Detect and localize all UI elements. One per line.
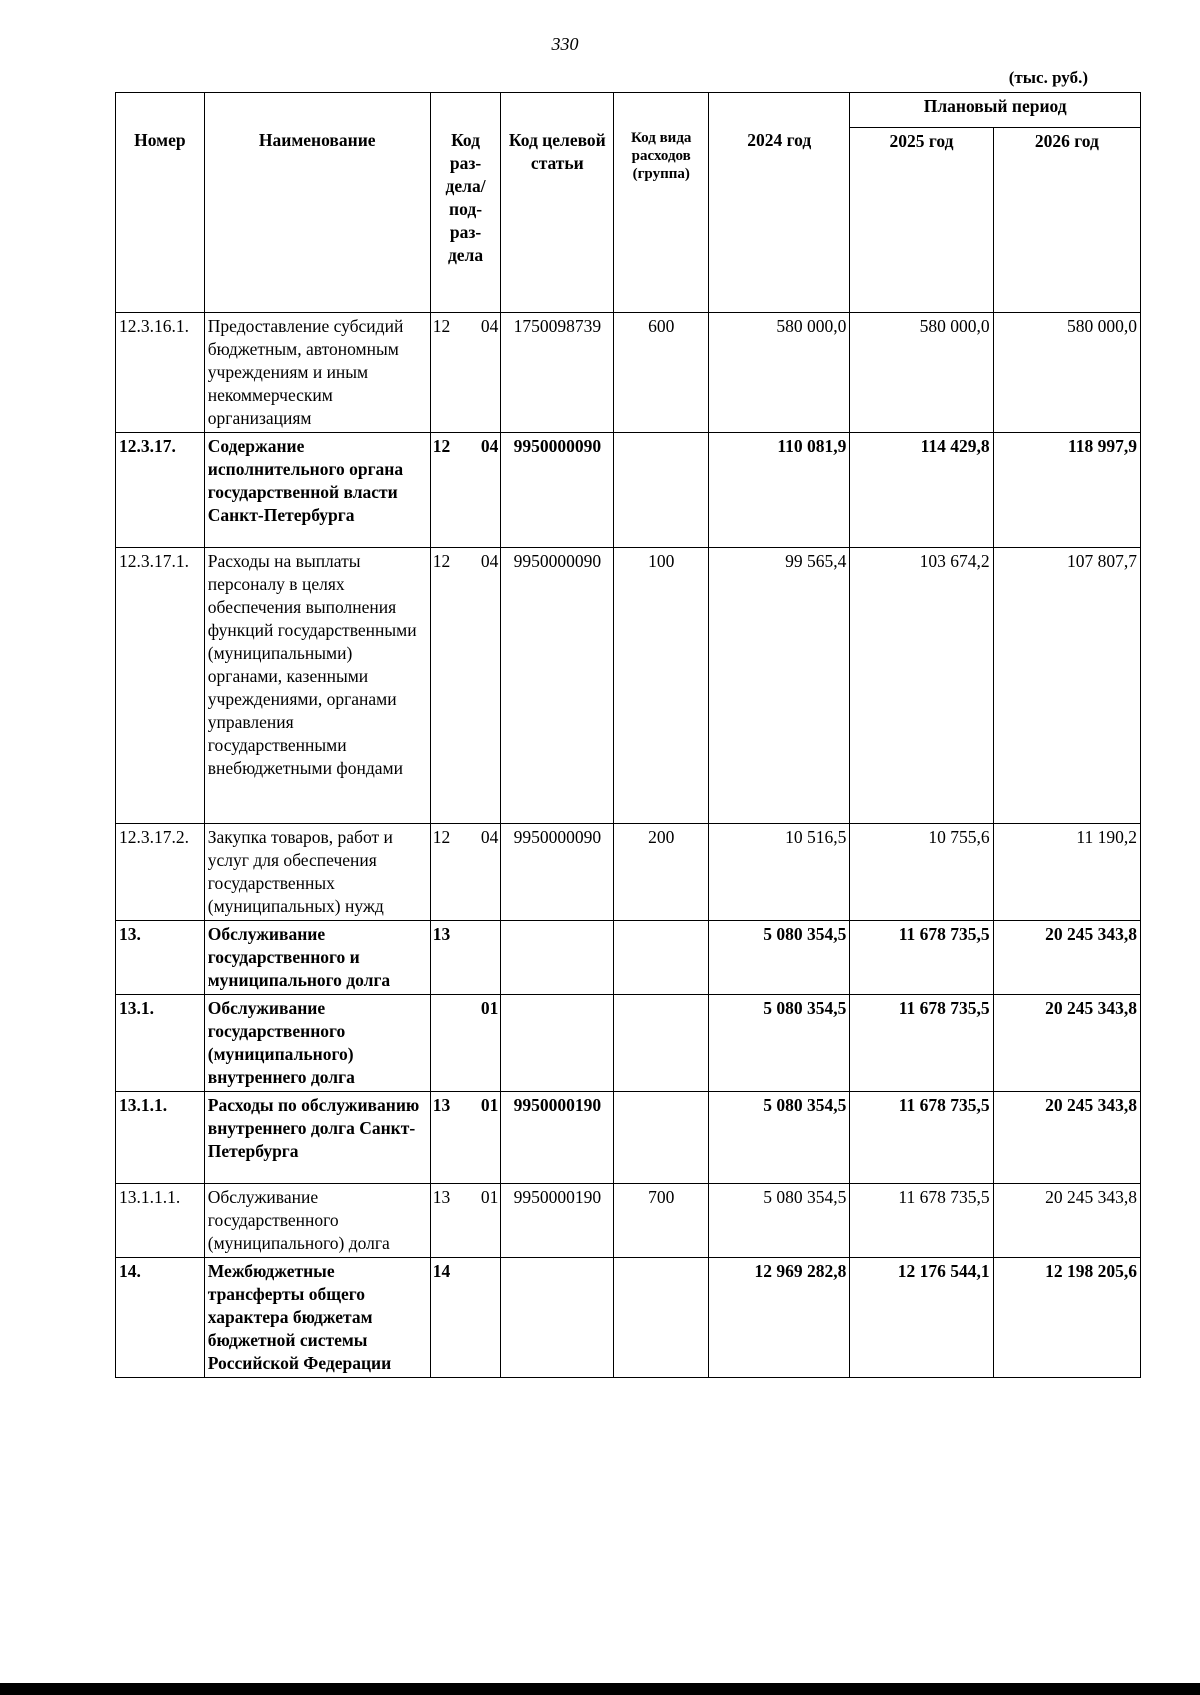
header-planned-period: Плановый период: [850, 93, 1141, 128]
row-section-code: [430, 921, 501, 995]
row-name: Расходы по обслуживанию внутреннего долга Санкт-Петербурга: [204, 1092, 430, 1184]
row-target-code: 9950000090: [501, 824, 614, 921]
row-subsection: 04: [480, 827, 499, 847]
row-value-2026: 20 245 343,8: [993, 995, 1140, 1092]
budget-table: [115, 92, 1141, 1378]
row-value-2026: 107 807,7: [993, 548, 1140, 824]
row-section-code: [430, 548, 501, 824]
header-year-2024: 2024 год: [709, 93, 850, 313]
row-expense-type: [614, 1092, 709, 1184]
row-target-code: [501, 995, 614, 1092]
table-row: [116, 824, 1141, 921]
header-expense-type: Код вида расходов (группа): [614, 93, 709, 313]
row-target-code: 1750098739: [501, 313, 614, 433]
row-value-2026: 20 245 343,8: [993, 1184, 1140, 1258]
row-value-2026: 118 997,9: [993, 433, 1140, 548]
row-number: 12.3.17.2.: [116, 824, 205, 921]
header-year-2026: 2026 год: [993, 128, 1140, 313]
row-value-2024: 5 080 354,5: [709, 1092, 850, 1184]
row-section-code: [430, 995, 501, 1092]
row-expense-type: [614, 995, 709, 1092]
row-value-2025: 11 678 735,5: [850, 921, 993, 995]
row-target-code: 9950000090: [501, 548, 614, 824]
row-expense-type: 600: [614, 313, 709, 433]
row-subsection: 04: [480, 436, 499, 456]
units-label: (тыс. руб.): [1008, 68, 1088, 87]
row-value-2024: 10 516,5: [709, 824, 850, 921]
row-value-2026: 12 198 205,6: [993, 1258, 1140, 1378]
row-name: Предоставление субсидий бюджетным, автономным учреждениям и иным некоммерческим организациям: [204, 313, 430, 433]
row-name: Содержание исполнительного органа государственной власти Санкт-Петербурга: [204, 433, 430, 548]
row-value-2025: 12 176 544,1: [850, 1258, 993, 1378]
row-section-code: [430, 433, 501, 548]
row-number: 12.3.17.1.: [116, 548, 205, 824]
row-number: 13.1.1.: [116, 1092, 205, 1184]
table-row: [116, 1258, 1141, 1378]
row-section-code: [430, 313, 501, 433]
row-section-code: [430, 1092, 501, 1184]
row-name: Межбюджетные трансферты общего характера бюджетам бюджетной системы Российской Федерации: [204, 1258, 430, 1378]
row-section: 12: [432, 551, 451, 571]
row-section-code: [430, 1184, 501, 1258]
row-section-code: [430, 1258, 501, 1378]
row-value-2025: 11 678 735,5: [850, 1092, 993, 1184]
row-expense-type: [614, 1258, 709, 1378]
scan-bottom-border: [0, 1683, 1200, 1695]
row-section: 12: [432, 827, 451, 847]
row-name: Обслуживание государственного и муниципального долга: [204, 921, 430, 995]
row-number: 13.1.1.1.: [116, 1184, 205, 1258]
table-body: [116, 313, 1141, 1378]
table-row: [116, 995, 1141, 1092]
row-expense-type: [614, 921, 709, 995]
row-target-code: 9950000190: [501, 1092, 614, 1184]
header-row: [116, 93, 1141, 128]
row-expense-type: 100: [614, 548, 709, 824]
header-section-code: Код раз-дела/ под-раз-дела: [430, 93, 501, 313]
row-name: Закупка товаров, работ и услуг для обеспечения государственных (муниципальных) нужд: [204, 824, 430, 921]
table-row: [116, 313, 1141, 433]
row-name: Расходы на выплаты персоналу в целях обеспечения выполнения функций государственными (муниципальными) органами, казенными учреждениями, органами управления государственными внебюджетными фондами: [204, 548, 430, 824]
row-number: 13.1.: [116, 995, 205, 1092]
row-number: 12.3.17.: [116, 433, 205, 548]
row-target-code: 9950000190: [501, 1184, 614, 1258]
row-value-2025: 11 678 735,5: [850, 1184, 993, 1258]
row-target-code: [501, 921, 614, 995]
row-subsection: 01: [480, 1187, 499, 1207]
row-value-2024: 580 000,0: [709, 313, 850, 433]
row-value-2026: 11 190,2: [993, 824, 1140, 921]
row-name: Обслуживание государственного (муниципального) внутреннего долга: [204, 995, 430, 1092]
page-number: 330: [551, 34, 579, 54]
row-value-2024: 110 081,9: [709, 433, 850, 548]
table-row: [116, 1184, 1141, 1258]
table-row: [116, 548, 1141, 824]
row-subsection: 04: [480, 551, 499, 571]
row-value-2025: 580 000,0: [850, 313, 993, 433]
row-value-2024: 5 080 354,5: [709, 995, 850, 1092]
row-section-code: [430, 824, 501, 921]
row-subsection: 01: [480, 998, 499, 1018]
table-row: [116, 433, 1141, 548]
row-value-2025: 11 678 735,5: [850, 995, 993, 1092]
row-value-2024: 5 080 354,5: [709, 921, 850, 995]
row-number: 13.: [116, 921, 205, 995]
row-expense-type: [614, 433, 709, 548]
header-target-code: Код целевой статьи: [501, 93, 614, 313]
row-value-2025: 103 674,2: [850, 548, 993, 824]
header-year-2025: 2025 год: [850, 128, 993, 313]
row-section: 13: [432, 924, 451, 944]
table-row: [116, 921, 1141, 995]
row-value-2024: 12 969 282,8: [709, 1258, 850, 1378]
row-value-2025: 10 755,6: [850, 824, 993, 921]
row-expense-type: 200: [614, 824, 709, 921]
row-section: 12: [432, 316, 451, 336]
row-section: 13: [432, 1095, 451, 1115]
row-subsection: 04: [480, 316, 499, 336]
row-section: 14: [432, 1261, 451, 1281]
row-number: 12.3.16.1.: [116, 313, 205, 433]
row-target-code: 9950000090: [501, 433, 614, 548]
row-expense-type: 700: [614, 1184, 709, 1258]
row-number: 14.: [116, 1258, 205, 1378]
row-section: 13: [432, 1187, 451, 1207]
header-name: Наименование: [204, 93, 430, 313]
row-value-2026: 580 000,0: [993, 313, 1140, 433]
row-subsection: 01: [480, 1095, 499, 1115]
row-name: Обслуживание государственного (муниципального) долга: [204, 1184, 430, 1258]
header-number: Номер: [116, 93, 205, 313]
row-value-2025: 114 429,8: [850, 433, 993, 548]
row-value-2026: 20 245 343,8: [993, 1092, 1140, 1184]
row-section: 12: [432, 436, 451, 456]
row-value-2024: 5 080 354,5: [709, 1184, 850, 1258]
row-value-2026: 20 245 343,8: [993, 921, 1140, 995]
table-row: [116, 1092, 1141, 1184]
row-target-code: [501, 1258, 614, 1378]
row-value-2024: 99 565,4: [709, 548, 850, 824]
